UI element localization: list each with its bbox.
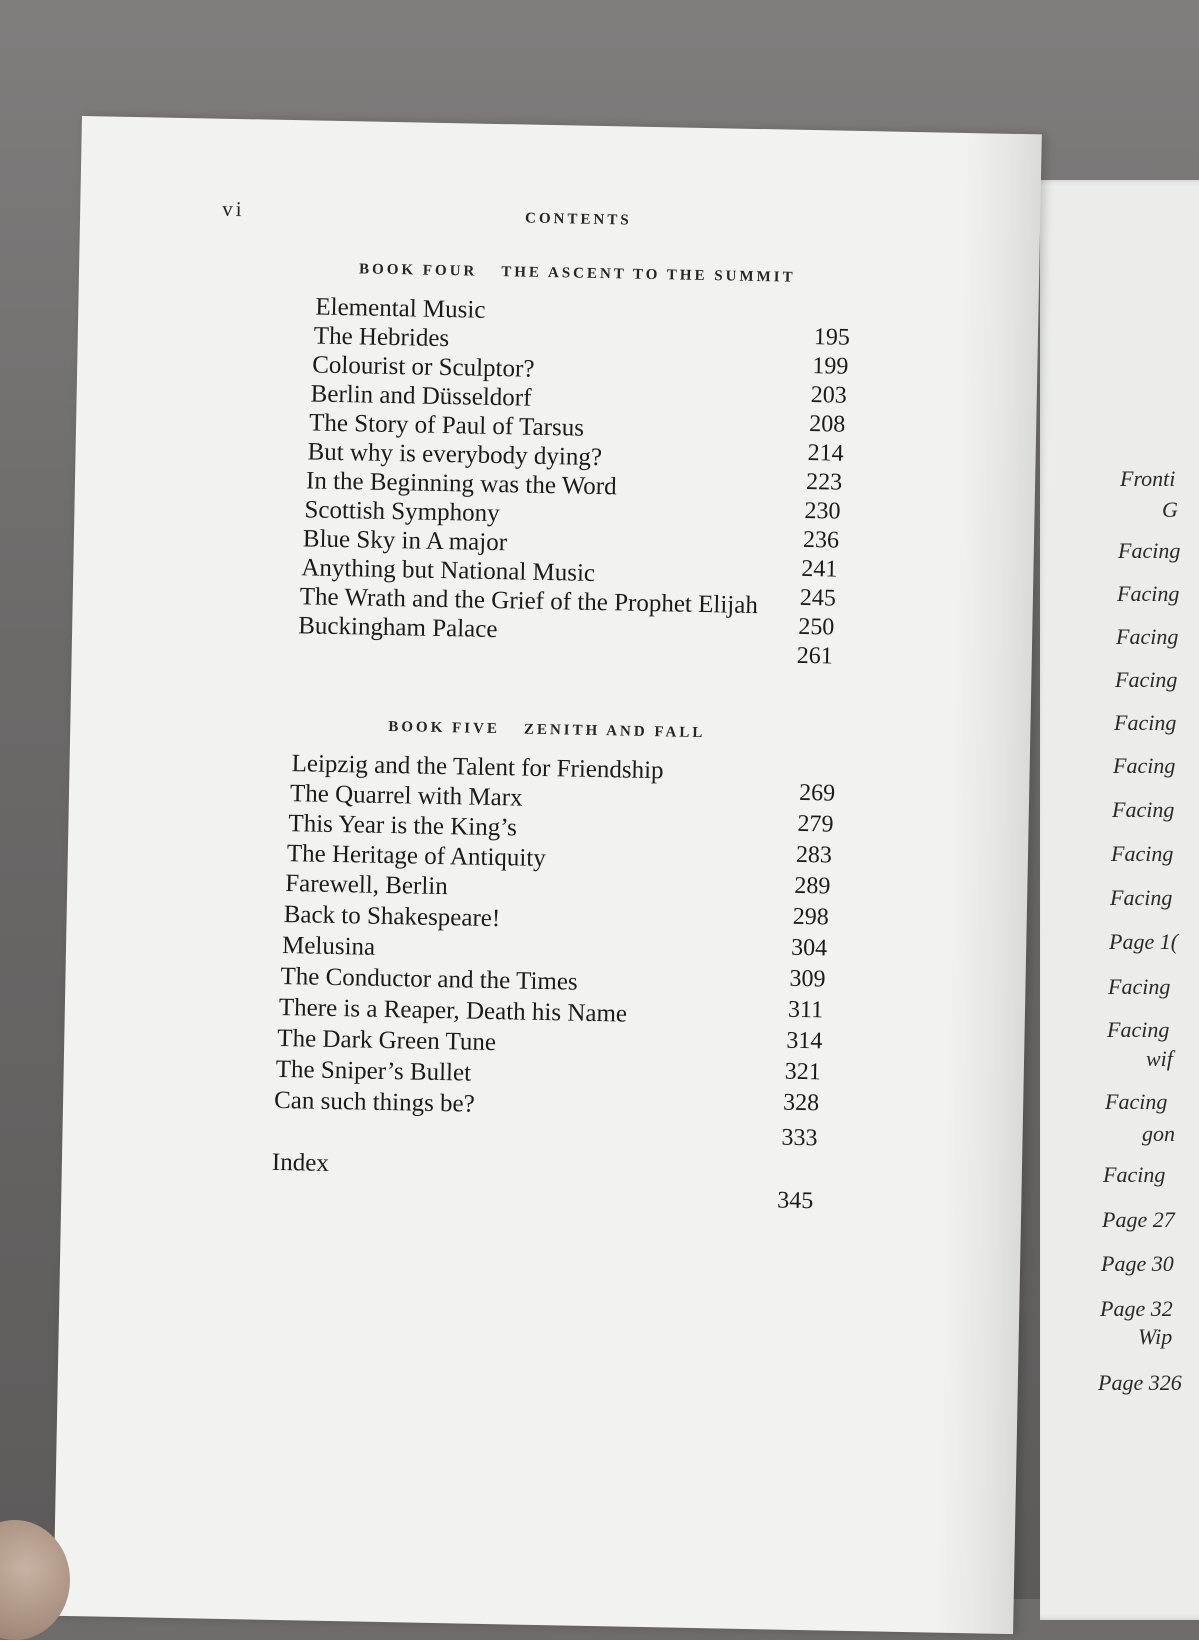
- toc-entry-page: 261: [796, 642, 834, 670]
- facing-page-fragment: Fronti: [1120, 466, 1176, 491]
- facing-page-fragment: Facing: [1116, 624, 1179, 649]
- toc-entry-title: Colourist or Sculptor?: [312, 351, 535, 383]
- toc-entry-page: 304: [790, 934, 828, 962]
- toc-entry-title: The Sniper’s Bullet: [275, 1055, 472, 1087]
- toc-entry-title: Scottish Symphony: [304, 496, 500, 528]
- facing-page-fragment: G: [1162, 497, 1178, 522]
- toc-entry-title: The Heritage of Antiquity: [286, 840, 547, 873]
- toc-entry-page: 195: [813, 324, 851, 351]
- toc-entry-title: Anything but National Music: [301, 554, 596, 587]
- toc-entry-page: 214: [807, 439, 844, 467]
- toc-entry-title: Buckingham Palace: [297, 612, 498, 644]
- toc-entry-title: The Story of Paul of Tarsus: [308, 409, 585, 442]
- book-five-title: ZENITH AND FALL: [523, 721, 706, 742]
- toc-entry-page: 309: [789, 965, 826, 993]
- toc-entry-title: Elemental Music: [315, 293, 486, 324]
- facing-page-fragment: Facing: [1103, 1162, 1166, 1187]
- toc-entry-page: 314: [786, 1027, 823, 1055]
- facing-page-fragment: Facing: [1115, 667, 1178, 692]
- toc-entry-page: 203: [810, 382, 848, 409]
- toc-entry-title: Can such things be?: [273, 1086, 476, 1118]
- book-five-list: [53, 116, 1042, 1634]
- book-four-label: BOOK FOUR: [358, 261, 478, 280]
- facing-page-fragment: gon: [1142, 1121, 1175, 1146]
- toc-entry-page: 298: [792, 903, 830, 931]
- toc-entry-page: 230: [804, 497, 841, 525]
- toc-entry-page: 311: [787, 996, 824, 1024]
- facing-page-fragment: Page 27: [1102, 1207, 1175, 1232]
- facing-page-fragment: Page 326: [1098, 1370, 1182, 1395]
- toc-entry-title: There is a Reaper, Death his Name: [278, 993, 628, 1028]
- toc-entry-title: The Hebrides: [313, 322, 450, 353]
- toc-entry-page: 223: [805, 468, 843, 496]
- toc-entry-page: 199: [812, 353, 849, 380]
- toc-entry-title: The Wrath and the Grief of the Prophet Elijah: [299, 583, 759, 620]
- index-entry-title: Index: [271, 1148, 330, 1177]
- facing-page-fragment: Page 32: [1100, 1296, 1173, 1321]
- facing-page-fragment: Page 1(: [1109, 929, 1179, 954]
- facing-page-fragment: Page 30: [1101, 1251, 1174, 1276]
- facing-page-fragment: Wip: [1138, 1324, 1173, 1349]
- facing-page-fragment: Facing: [1114, 710, 1177, 735]
- toc-entry-page: 321: [784, 1058, 822, 1086]
- page-number-folio: vi: [222, 196, 245, 222]
- toc-entry-page: 283: [795, 841, 833, 869]
- toc-entry-title: Berlin and Düsseldorf: [310, 380, 532, 412]
- toc-entry-page: 289: [794, 872, 831, 900]
- toc-entry-title: Leipzig and the Talent for Friendship: [291, 750, 664, 785]
- toc-entry-page: 328: [782, 1089, 820, 1117]
- toc-entry-title: But why is everybody dying?: [307, 438, 603, 472]
- toc-entry-title: The Conductor and the Times: [280, 962, 578, 996]
- toc-entry-page: 236: [802, 526, 840, 554]
- toc-entry-title: This Year is the King’s: [288, 810, 518, 842]
- toc-entry-title: Back to Shakespeare!: [283, 901, 501, 933]
- contents-page: [53, 116, 1042, 1634]
- toc-entry-title: Melusina: [281, 931, 376, 961]
- facing-page-fragment: wif: [1146, 1046, 1173, 1071]
- toc-entry-page: 245: [799, 584, 837, 612]
- toc-entry-page: 208: [808, 411, 846, 438]
- facing-page-fragment: Facing: [1105, 1089, 1168, 1114]
- facing-page-fragment: Facing: [1118, 538, 1181, 563]
- toc-entry-page: 333: [781, 1124, 818, 1152]
- toc-entry-page: 269: [798, 779, 836, 807]
- toc-entry-title: Farewell, Berlin: [285, 870, 448, 901]
- running-head: CONTENTS: [524, 210, 632, 229]
- toc-entry-page: 279: [797, 810, 834, 838]
- toc-entry-title: Blue Sky in A major: [302, 525, 508, 557]
- book-five-label: BOOK FIVE: [388, 718, 501, 738]
- toc-entry-title: The Dark Green Tune: [277, 1024, 497, 1057]
- facing-page-fragment: Facing: [1117, 581, 1180, 606]
- facing-page-fragment: Facing: [1112, 797, 1175, 822]
- facing-page-fragment: Facing: [1110, 885, 1173, 910]
- toc-entry-title: The Quarrel with Marx: [289, 780, 523, 812]
- facing-page-fragment: Facing: [1107, 1017, 1170, 1042]
- facing-page-fragment: Facing: [1108, 974, 1171, 999]
- toc-entry-title: In the Beginning was the Word: [305, 467, 617, 501]
- book-four-title: THE ASCENT TO THE SUMMIT: [501, 264, 796, 286]
- facing-page-fragment: Facing: [1113, 753, 1176, 778]
- index-entry-page: 345: [777, 1187, 814, 1215]
- facing-page-fragment: Facing: [1111, 841, 1174, 866]
- toc-entry-page: 241: [801, 555, 838, 583]
- toc-entry-page: 250: [798, 613, 835, 641]
